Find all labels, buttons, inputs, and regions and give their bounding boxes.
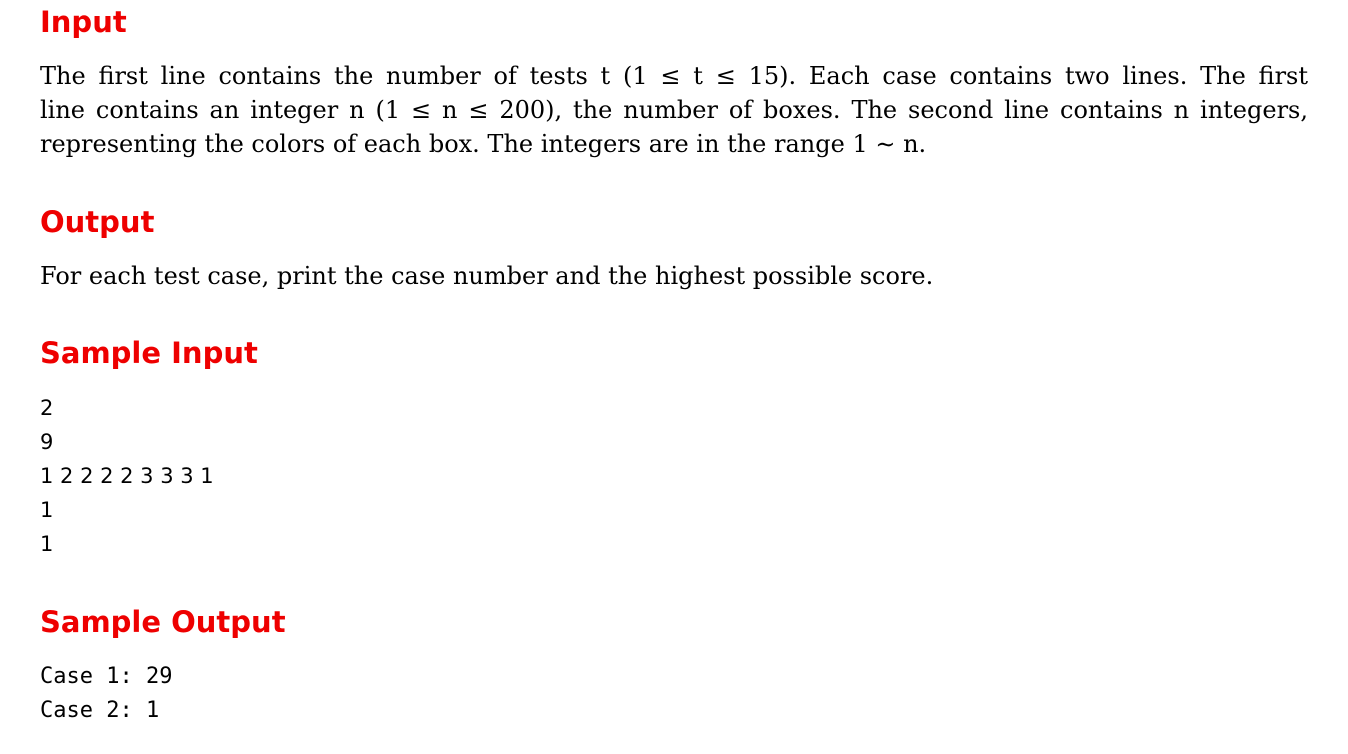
input-heading: Input xyxy=(40,5,127,39)
sample-output-line-1: Case 1: 29 xyxy=(40,664,173,689)
input-line-2: line contains an integer n (1 ≤ n ≤ 200), the number of boxes. The second line contains n integers, xyxy=(40,96,1308,124)
sample-output-line-2: Case 2: 1 xyxy=(40,698,160,723)
sample-input-line-3: 1 2 2 2 2 3 3 3 1 xyxy=(40,464,214,488)
output-description xyxy=(40,259,1308,293)
sample-input-line-5: 1 xyxy=(40,532,54,556)
output-heading: Output xyxy=(40,205,155,239)
sample-input-line-1: 2 xyxy=(40,396,54,420)
sample-output-heading: Sample Output xyxy=(40,605,286,639)
sample-input-line-2: 9 xyxy=(40,430,54,454)
sample-input-line-4: 1 xyxy=(40,498,54,522)
input-description xyxy=(40,59,1308,161)
input-line-1: The first line contains the number of tests t (1 ≤ t ≤ 15). Each case contains two lines. The first xyxy=(40,62,1308,90)
output-line-1: For each test case, print the case number and the highest possible score. xyxy=(40,262,934,290)
input-line-3: representing the colors of each box. The integers are in the range 1 ∼ n. xyxy=(40,130,927,158)
sample-input-heading: Sample Input xyxy=(40,336,258,370)
